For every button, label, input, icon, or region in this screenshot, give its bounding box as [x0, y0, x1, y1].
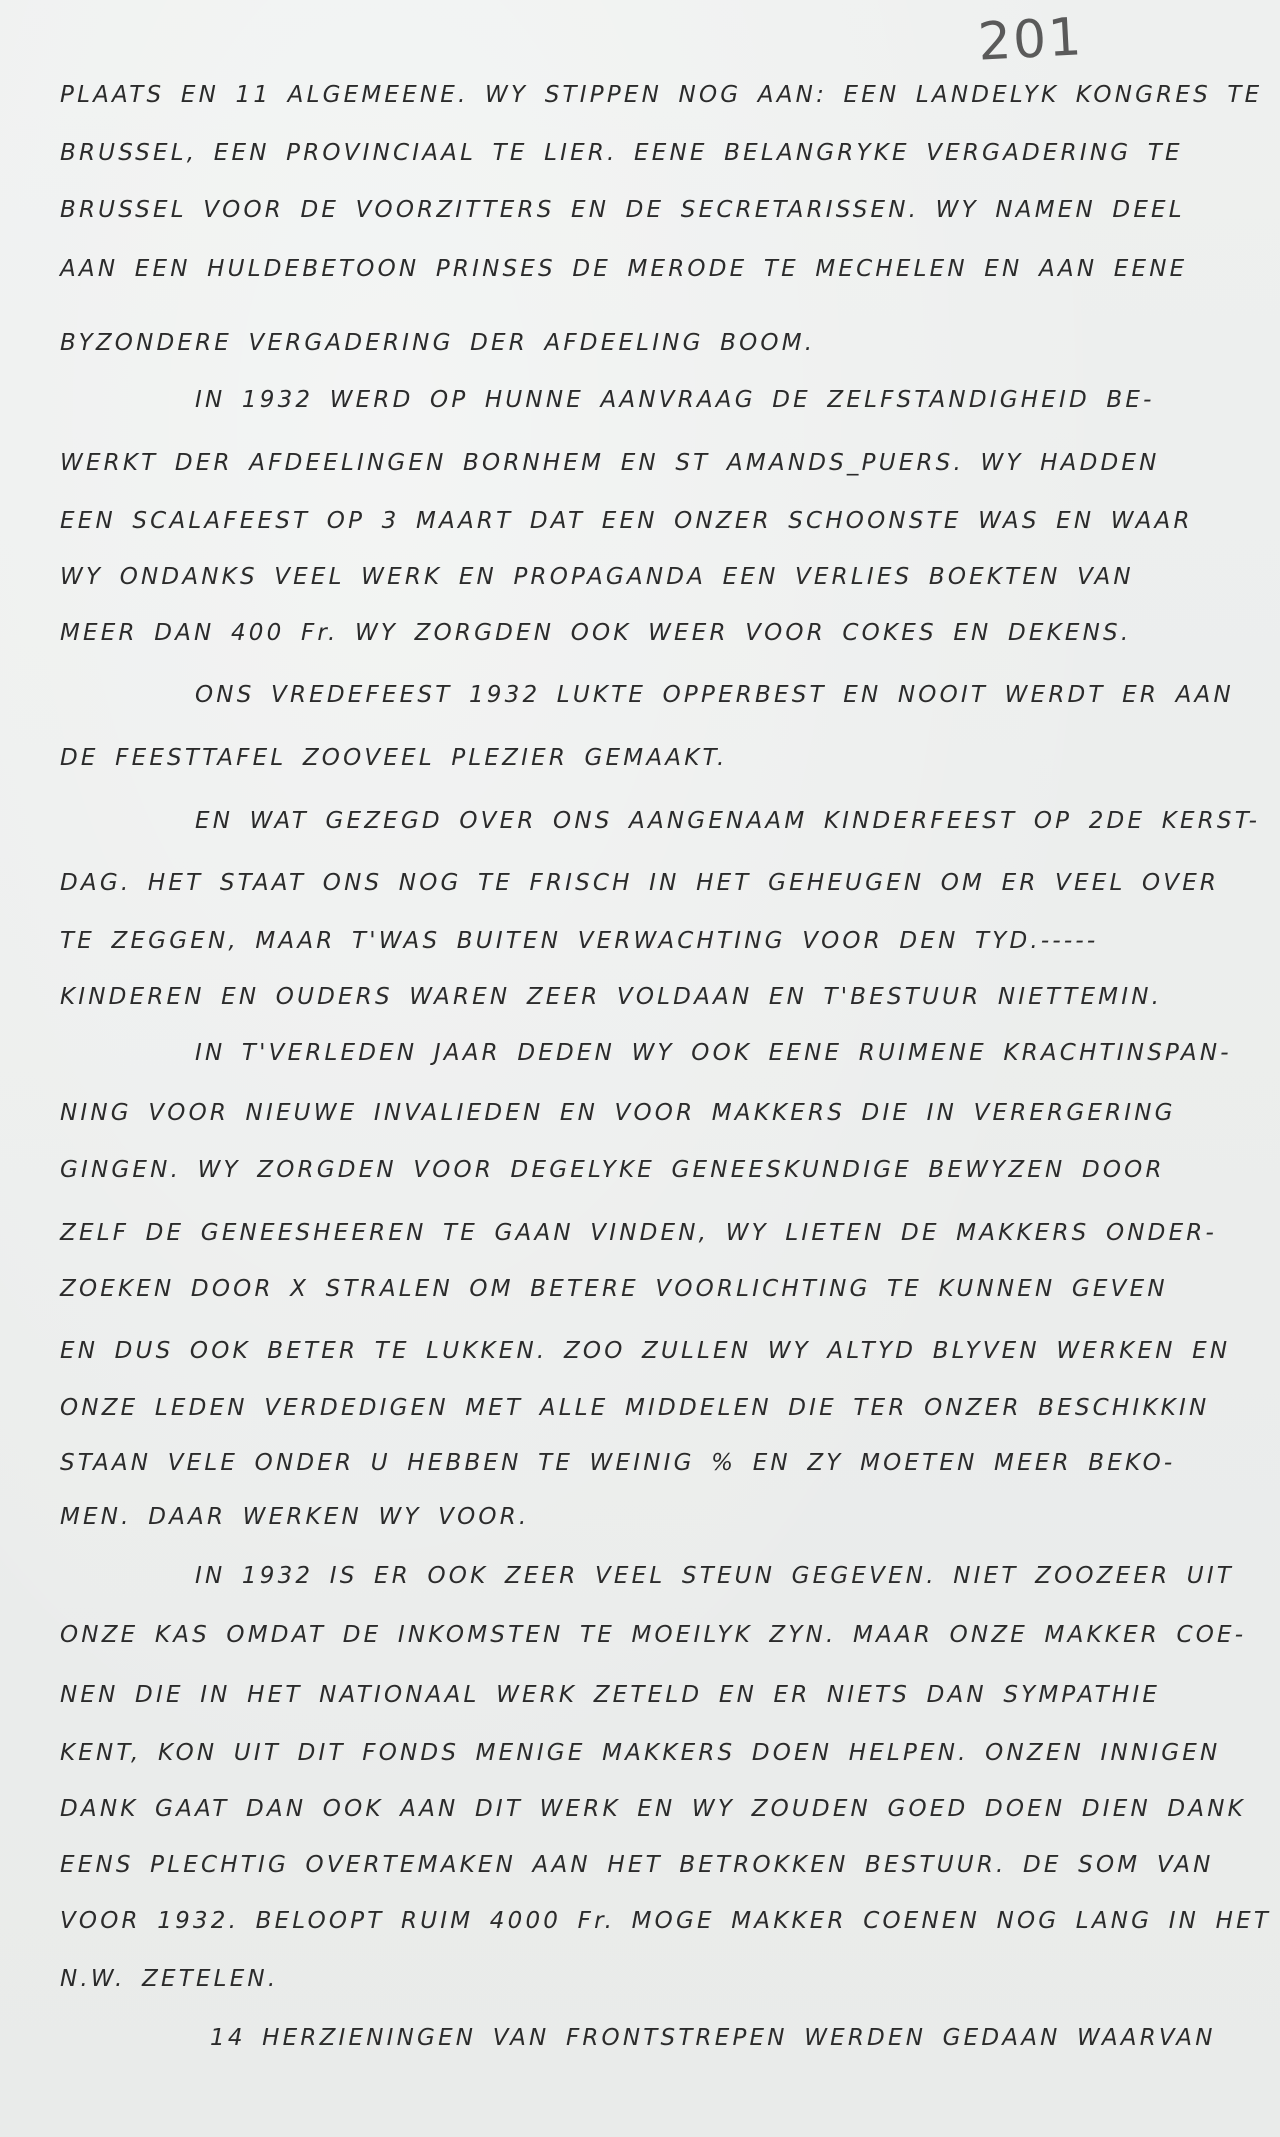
text-line: NING VOOR NIEUWE INVALIEDEN EN VOOR MAKKERS DIE IN VERERGERING: [60, 1100, 1176, 1126]
text-line: BRUSSEL VOOR DE VOORZITTERS EN DE SECRETARISSEN. WY NAMEN DEEL: [60, 197, 1185, 223]
text-line: EN DUS OOK BETER TE LUKKEN. ZOO ZULLEN WY ALTYD BLYVEN WERKEN EN: [60, 1338, 1231, 1364]
text-line: 14 HERZIENINGEN VAN FRONTSTREPEN WERDEN GEDAAN WAARVAN: [210, 2025, 1216, 2051]
page-number: 201: [976, 7, 1085, 73]
text-line: EEN SCALAFEEST OP 3 MAART DAT EEN ONZER SCHOONSTE WAS EN WAAR: [60, 508, 1193, 534]
text-line: TE ZEGGEN, MAAR T'WAS BUITEN VERWACHTING VOOR DEN TYD.-----: [60, 928, 1099, 954]
text-line: IN T'VERLEDEN JAAR DEDEN WY OOK EENE RUIMENE KRACHTINSPAN-: [195, 1040, 1232, 1066]
text-line: BYZONDERE VERGADERING DER AFDEELING BOOM.: [60, 330, 816, 356]
text-line: GINGEN. WY ZORGDEN VOOR DEGELYKE GENEESKUNDIGE BEWYZEN DOOR: [60, 1157, 1165, 1183]
text-line: NEN DIE IN HET NATIONAAL WERK ZETELD EN ER NIETS DAN SYMPATHIE: [60, 1682, 1161, 1708]
text-line: ONZE KAS OMDAT DE INKOMSTEN TE MOEILYK ZYN. MAAR ONZE MAKKER COE-: [60, 1622, 1247, 1648]
text-line: KENT, KON UIT DIT FONDS MENIGE MAKKERS DOEN HELPEN. ONZEN INNIGEN: [60, 1740, 1221, 1766]
text-line: WERKT DER AFDEELINGEN BORNHEM EN ST AMANDS_PUERS. WY HADDEN: [60, 450, 1160, 476]
text-line: EENS PLECHTIG OVERTEMAKEN AAN HET BETROKKEN BESTUUR. DE SOM VAN: [60, 1852, 1214, 1878]
text-line: ONZE LEDEN VERDEDIGEN MET ALLE MIDDELEN DIE TER ONZER BESCHIKKIN: [60, 1395, 1210, 1421]
text-line: DANK GAAT DAN OOK AAN DIT WERK EN WY ZOUDEN GOED DOEN DIEN DANK: [60, 1796, 1246, 1822]
text-line: N.W. ZETELEN.: [60, 1966, 279, 1992]
text-line: MEN. DAAR WERKEN WY VOOR.: [60, 1504, 530, 1530]
text-line: PLAATS EN 11 ALGEMEENE. WY STIPPEN NOG AAN: EEN LANDELYK KONGRES TE: [60, 82, 1263, 108]
text-line: ZOEKEN DOOR X STRALEN OM BETERE VOORLICHTING TE KUNNEN GEVEN: [60, 1276, 1168, 1302]
text-line: VOOR 1932. BELOOPT RUIM 4000 Fr. MOGE MAKKER COENEN NOG LANG IN HET: [60, 1908, 1272, 1934]
text-line: DE FEESTTAFEL ZOOVEEL PLEZIER GEMAAKT.: [60, 745, 728, 771]
text-line: IN 1932 WERD OP HUNNE AANVRAAG DE ZELFSTANDIGHEID BE-: [195, 387, 1155, 413]
text-line: IN 1932 IS ER OOK ZEER VEEL STEUN GEGEVEN. NIET ZOOZEER UIT: [195, 1563, 1235, 1589]
text-line: EN WAT GEZEGD OVER ONS AANGENAAM KINDERFEEST OP 2DE KERST-: [195, 808, 1261, 834]
text-line: AAN EEN HULDEBETOON PRINSES DE MERODE TE MECHELEN EN AAN EENE: [60, 256, 1188, 282]
text-line: BRUSSEL, EEN PROVINCIAAL TE LIER. EENE BELANGRYKE VERGADERING TE: [60, 140, 1183, 166]
text-line: MEER DAN 400 Fr. WY ZORGDEN OOK WEER VOOR COKES EN DEKENS.: [60, 620, 1132, 646]
text-line: WY ONDANKS VEEL WERK EN PROPAGANDA EEN VERLIES BOEKTEN VAN: [60, 564, 1134, 590]
text-line: DAG. HET STAAT ONS NOG TE FRISCH IN HET GEHEUGEN OM ER VEEL OVER: [60, 870, 1220, 896]
text-line: ONS VREDEFEEST 1932 LUKTE OPPERBEST EN NOOIT WERDT ER AAN: [195, 682, 1234, 708]
text-line: STAAN VELE ONDER U HEBBEN TE WEINIG % EN ZY MOETEN MEER BEKO-: [60, 1450, 1176, 1476]
text-line: KINDEREN EN OUDERS WAREN ZEER VOLDAAN EN T'BESTUUR NIETTEMIN.: [60, 984, 1163, 1010]
text-line: ZELF DE GENEESHEEREN TE GAAN VINDEN, WY LIETEN DE MAKKERS ONDER-: [60, 1220, 1217, 1246]
